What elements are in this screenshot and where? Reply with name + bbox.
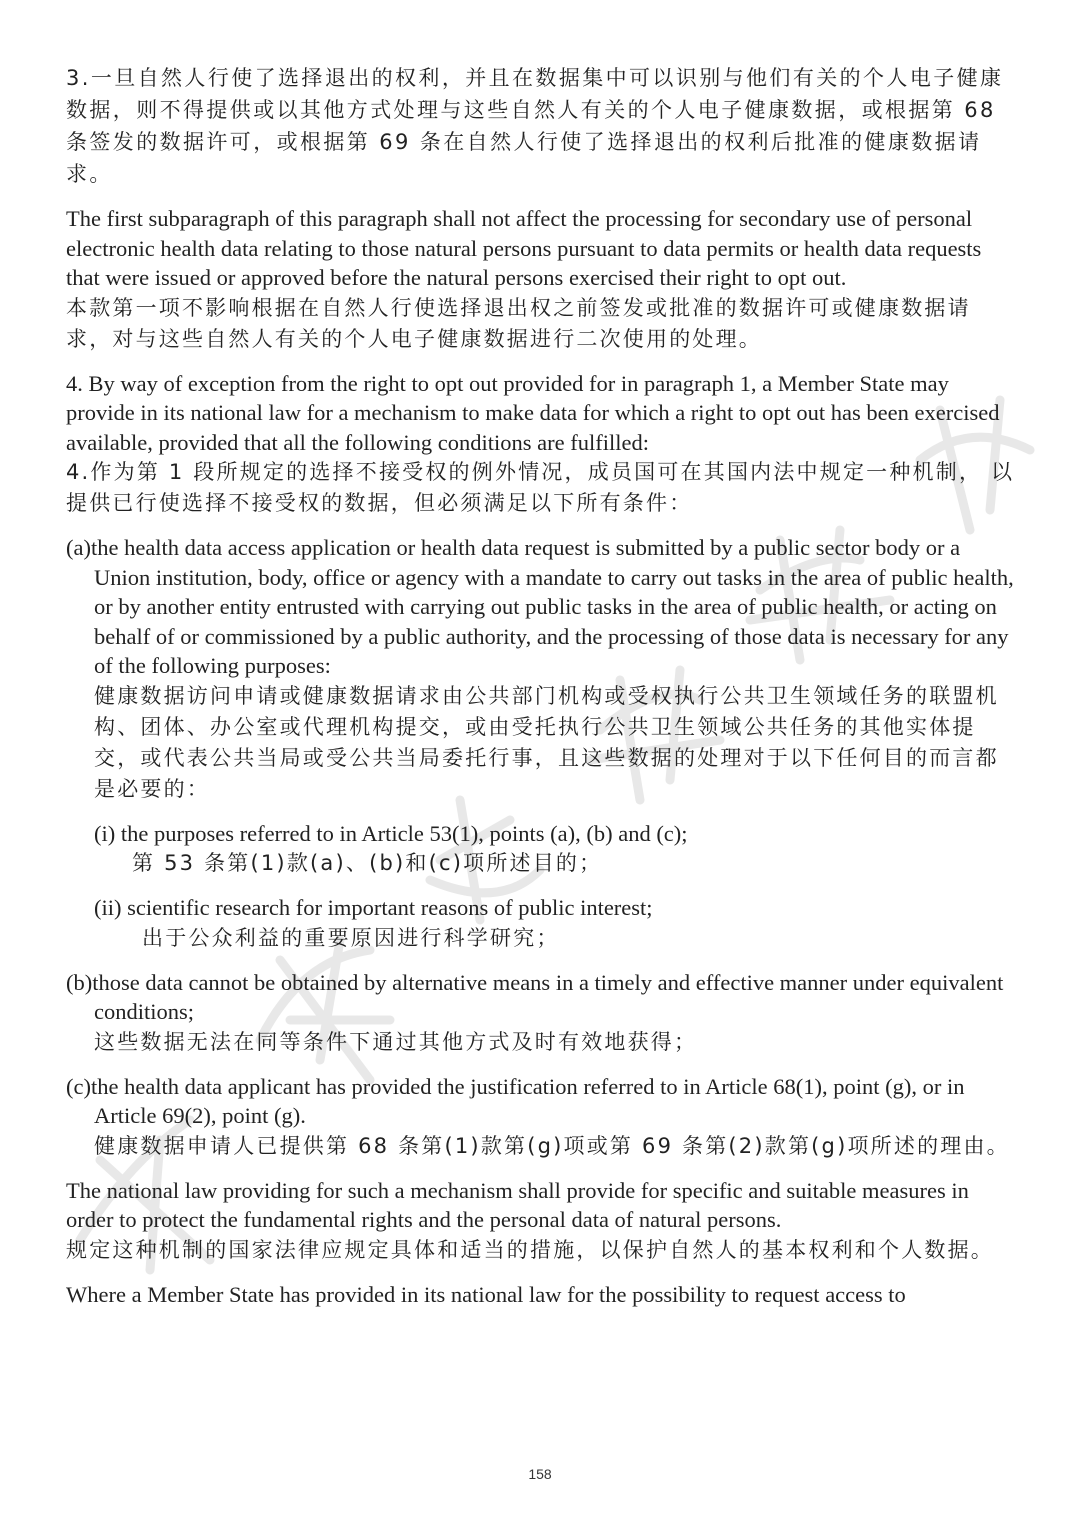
paragraph-4-chinese: 4.作为第 1 段所规定的选择不接受权的例外情况，成员国可在其国内法中规定一种机制， 以提供已行使选择不接受权的数据，但必须满足以下所有条件：: [66, 460, 1015, 515]
item-a-i: [94, 819, 1016, 880]
item-a-chinese: 健康数据访问申请或健康数据请求由公共部门机构或受权执行公共卫生领域任务的联盟机构、团体、办公室或代理机构提交，或由受托执行公共卫生领域公共任务的其他实体提交，或代表公共当局或受公共当局委托行事，且这些数据的处理对于以下任何目的而言都是必要的：: [94, 683, 999, 801]
item-a-ii-english: (ii) scientific research for important reasons of public interest;: [94, 895, 653, 920]
item-a-english: (a)the health data access application or health data request is submitted by a public sector body or a Union institution, body, office or agency with a mandate to carry out tasks in the area of public health, or by another entity entrusted with carrying out public tasks in the area of public health, or acting on behalf of or commissioned by a public authority, and the processing of those data is necessary for any of the following purposes:: [66, 535, 1014, 678]
item-a-ii-chinese: 出于公众利益的重要原因进行科学研究；: [142, 925, 560, 950]
item-c: [66, 1072, 1016, 1162]
item-a: [66, 533, 1016, 805]
item-c-chinese: 健康数据申请人已提供第 68 条第(1)款第(g)项或第 69 条第(2)款第(g)项所述的理由。: [94, 1133, 1010, 1158]
paragraph-3-subparagraph-english: The first subparagraph of this paragraph shall not affect the processing for secondary use of personal electronic health data relating to those natural persons pursuant to data permits or health data requests that were issued or approved before the natural persons exercised their right to opt out.: [66, 206, 982, 290]
item-c-english: (c)the health data applicant has provided the justification referred to in Article 68(1), point (g), or in Article 69(2), point (g).: [66, 1073, 965, 1128]
closing-english: The national law providing for such a mechanism shall provide for specific and suitable measures in order to protect the fundamental rights and the personal data of natural persons.: [66, 1177, 969, 1232]
document-body: [66, 62, 1016, 1309]
paragraph-3-subparagraph-chinese: 本款第一项不影响根据在自然人行使选择退出权之前签发或批准的数据许可或健康数据请求，对与这些自然人有关的个人电子健康数据进行二次使用的处理。: [66, 295, 971, 351]
item-a-ii: [94, 893, 1016, 954]
paragraph-4-english: 4. By way of exception from the right to opt out provided for in paragraph 1, a Member State may provide in its national law for a mechanism to make data for which a right to opt out has been exercised available, provided that all the following conditions are fulfilled:: [66, 370, 1000, 455]
item-b-english: (b)those data cannot be obtained by alternative means in a timely and effective manner under equivalent conditions;: [66, 969, 1004, 1024]
page-number: 158: [528, 1466, 552, 1482]
item-a-i-english: (i) the purposes referred to in Article 53(1), points (a), (b) and (c);: [94, 820, 688, 846]
paragraph-3-chinese: 3.一旦自然人行使了选择退出的权利，并且在数据集中可以识别与他们有关的个人电子健康数据，则不得提供或以其他方式处理与这些自然人有关的个人电子健康数据，或根据第 68 条签发的数据许可，或根据第 69 条在自然人行使了选择退出的权利后批准的健康数据请求。: [66, 66, 1004, 186]
item-b-chinese: 这些数据无法在同等条件下通过其他方式及时有效地获得；: [94, 1029, 698, 1054]
item-a-i-chinese: 第 53 条第(1)款(a)、(b)和(c)项所述目的；: [132, 851, 603, 875]
last-line-english: Where a Member State has provided in its national law for the possibility to request access to: [66, 1281, 906, 1307]
closing-chinese: 规定这种机制的国家法律应规定具体和适当的措施，以保护自然人的基本权利和个人数据。: [66, 1237, 994, 1262]
item-b: [66, 968, 1016, 1058]
